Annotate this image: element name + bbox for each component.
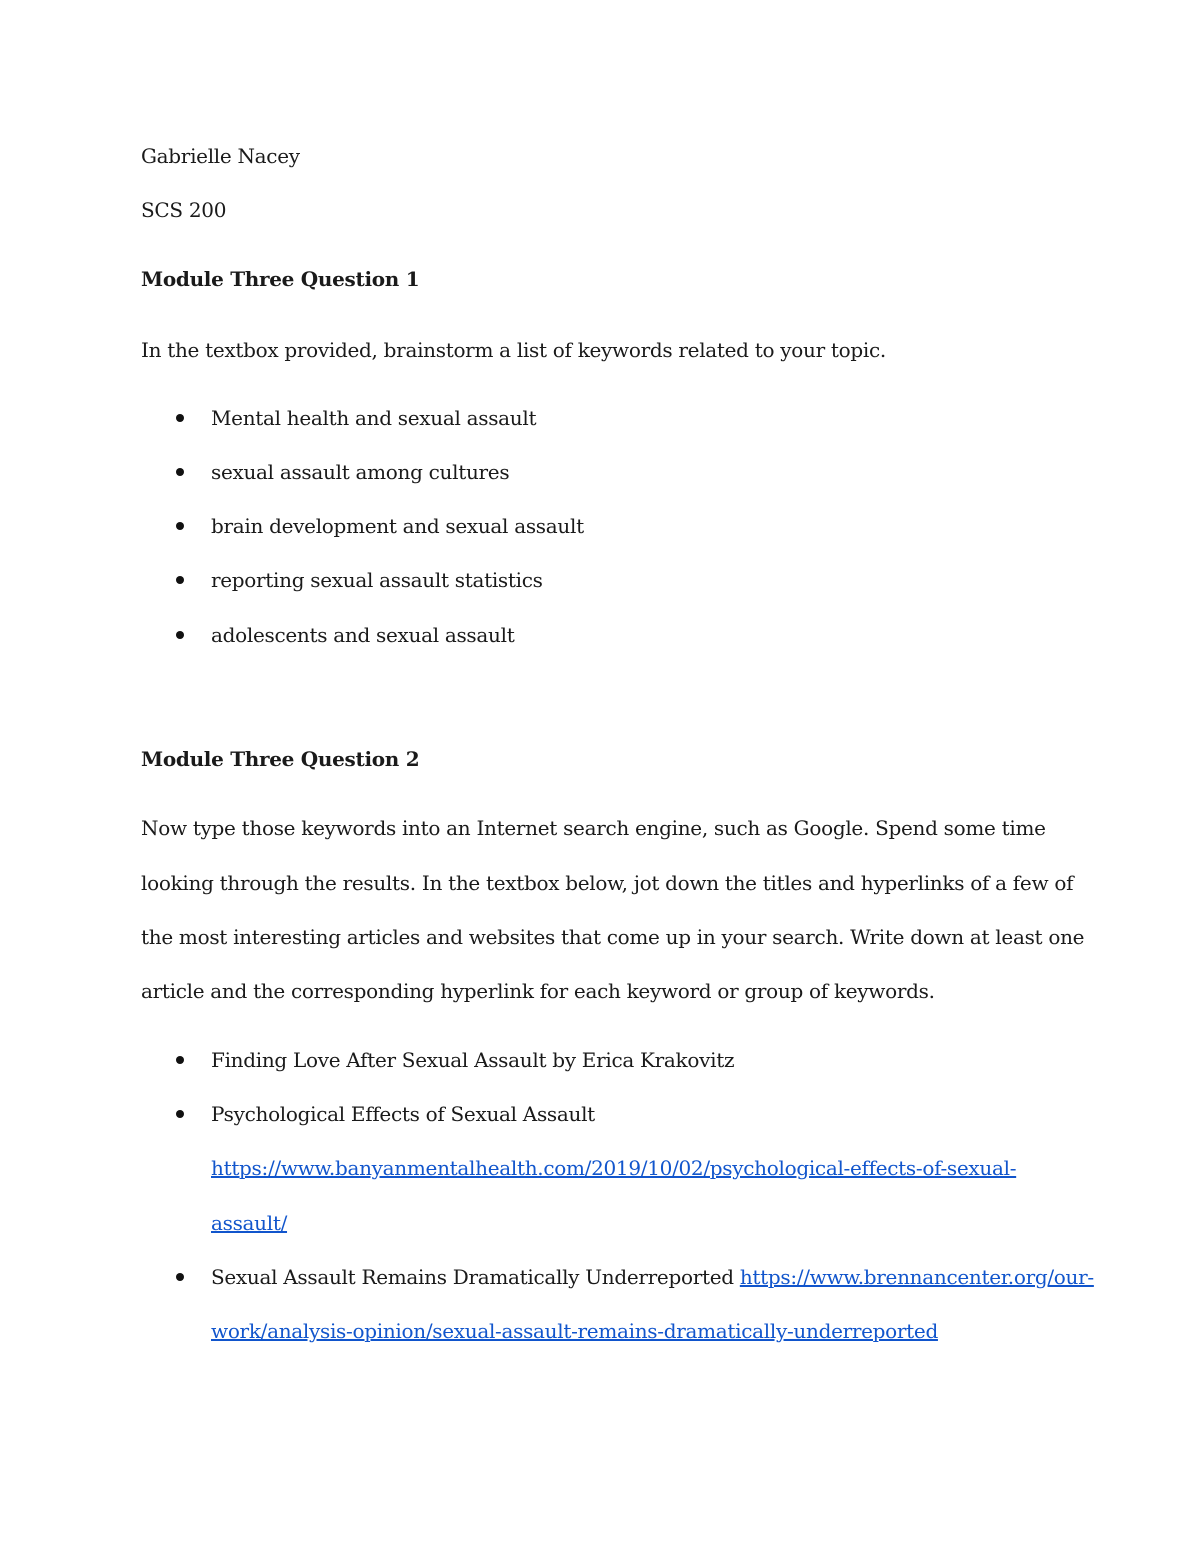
question-1-heading: Module Three Question 1	[141, 267, 420, 291]
article-title: Psychological Effects of Sexual Assault	[211, 1102, 595, 1126]
bullet-icon	[176, 1110, 184, 1118]
keyword-item: adolescents and sexual assault	[211, 623, 515, 647]
author-name: Gabrielle Nacey	[141, 144, 300, 168]
article-title: Finding Love After Sexual Assault by Erica Krakovitz	[211, 1048, 735, 1072]
prompt-line: the most interesting articles and websites that come up in your search. Write down at least one	[141, 925, 1085, 949]
article-hyperlink[interactable]: https://www.brennancenter.org/our-	[739, 1265, 1094, 1289]
prompt-line: Now type those keywords into an Internet search engine, such as Google. Spend some time	[141, 816, 1046, 840]
question-2-heading: Module Three Question 2	[141, 747, 420, 771]
prompt-line: looking through the results. In the textbox below, jot down the titles and hyperlinks of a few of	[141, 871, 1074, 895]
article-title: Sexual Assault Remains Dramatically Underreported	[211, 1265, 740, 1289]
keyword-item: Mental health and sexual assault	[211, 406, 537, 430]
article-hyperlink[interactable]: https://www.banyanmentalhealth.com/2019/10/02/psychological-effects-of-sexual-	[211, 1156, 1017, 1180]
article-link	[211, 1210, 287, 1236]
question-1-prompt: In the textbox provided, brainstorm a list of keywords related to your topic.	[141, 338, 886, 362]
keyword-item: sexual assault among cultures	[211, 460, 510, 484]
article-link	[211, 1318, 938, 1344]
bullet-icon	[176, 576, 184, 584]
article-hyperlink[interactable]: assault/	[211, 1211, 288, 1235]
course-code: SCS 200	[141, 198, 227, 222]
bullet-icon	[176, 414, 184, 422]
bullet-icon	[176, 522, 184, 530]
prompt-line: article and the corresponding hyperlink for each keyword or group of keywords.	[141, 979, 935, 1003]
article-link	[211, 1155, 1016, 1181]
article-hyperlink[interactable]: work/analysis-opinion/sexual-assault-remains-dramatically-underreported	[211, 1319, 938, 1343]
bullet-icon	[176, 1056, 184, 1064]
bullet-icon	[176, 1273, 184, 1281]
keyword-item: brain development and sexual assault	[211, 514, 584, 538]
article-entry	[211, 1264, 1094, 1290]
bullet-icon	[176, 631, 184, 639]
keyword-item: reporting sexual assault statistics	[211, 568, 543, 592]
bullet-icon	[176, 468, 184, 476]
